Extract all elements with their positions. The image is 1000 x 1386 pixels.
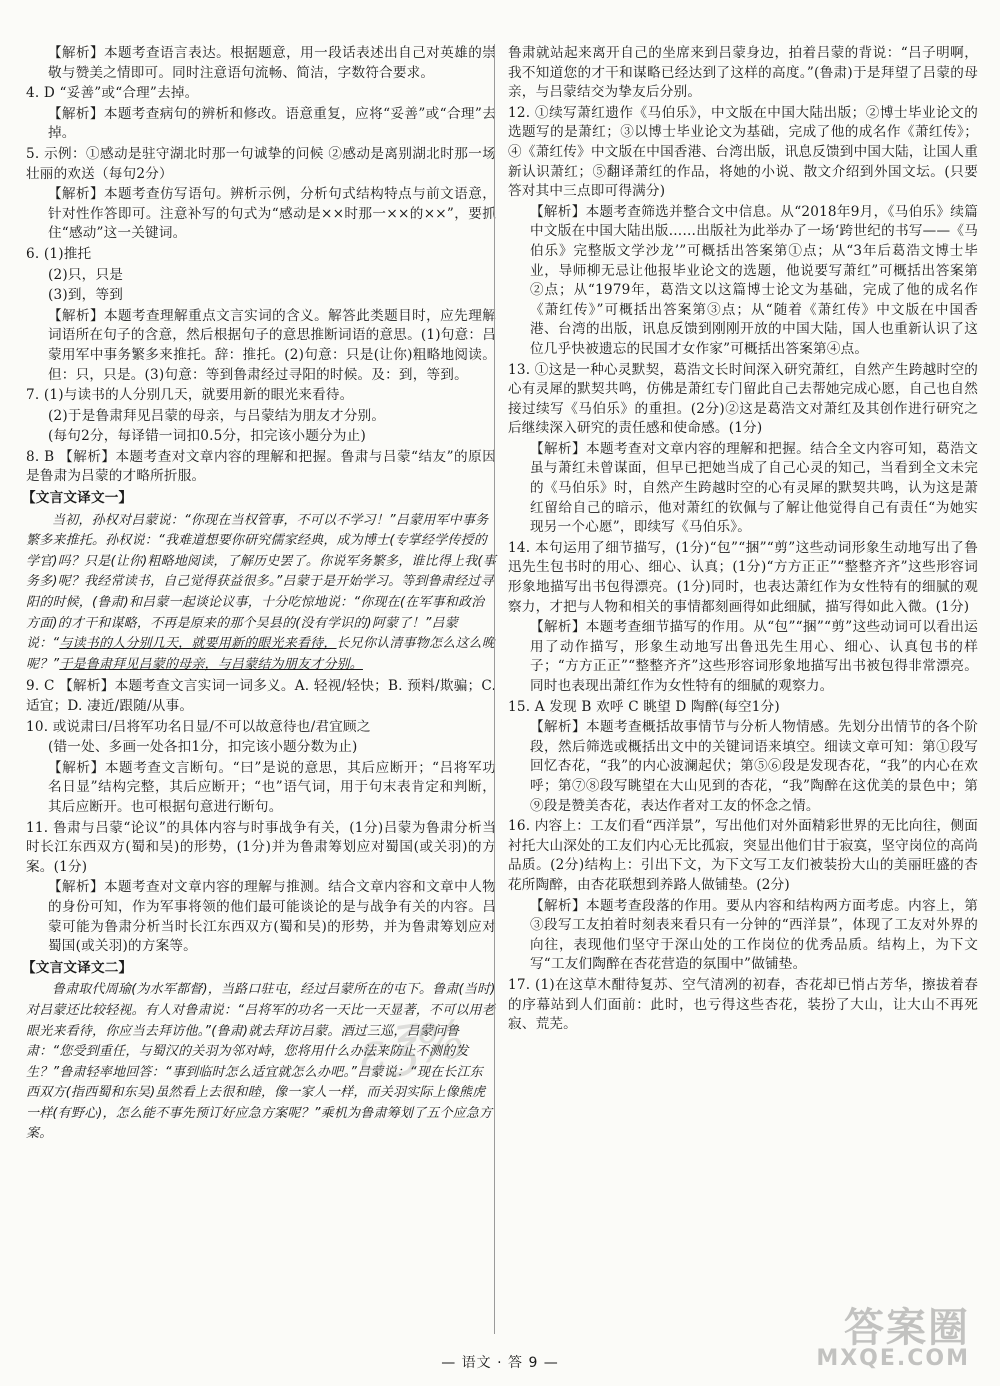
left2-paragraph: 10. 或说肃曰/吕将军功名日显/不可以故意待也/君宜顾之 <box>26 718 371 735</box>
section-heading-translation-1: 【文言文译文一】 <box>22 490 133 507</box>
left2-paragraph: 9. C 【解析】本题考查文言实词一词多义。A. 轻视/轻快；B. 预料/欺骗；C. 适宜；D. 凄近/跟随/从事。 <box>26 678 496 714</box>
watermark-site-logo: 答案圈 MXQE.COM <box>816 1305 970 1371</box>
left2-paragraph: (错一处、多画一处各扣1分，扣完该小题分数为止) <box>48 739 358 756</box>
left2-paragraph: 【解析】本题考查对文章内容的理解与推测。结合文章内容和文章中人物的身份可知，作为军事将领的他们最可能谈论的是与战争有关的内容。吕蒙可能为鲁肃分析当时长江东西双方(蜀和吴)的形势，并为鲁肃筹划应对蜀国(或关羽)的方案等。 <box>48 879 496 955</box>
right-column <box>508 44 978 1036</box>
right-paragraph: 13. ①这是一种心灵默契，葛浩文长时间深入研究萧红，自然产生跨越时空的心有灵犀的默契共鸣，仿佛是萧红专门留此自己去帮她完成心愿，自己也自然接过续写《马伯乐》的重担。(2分)②这是葛浩文对萧红及其创作进行研究之后继续深入研究的责任感和使命感。(1分) <box>508 361 978 437</box>
right-paragraph: 17. (1)在这草木酣待复苏、空气清冽的初春，杏花却已悄占芳华，擦拔着春的序幕站到人们面前：此时，也亏得这些杏花，装扮了大山，让大山不再死寂、荒芜。 <box>508 976 978 1033</box>
left-paragraph: 5. 示例：①感动是驻守湖北时那一句诚挚的问候 ②感动是离别湖北时那一场壮丽的欢送（每句2分） <box>26 145 496 182</box>
left-paragraph: (2)只，只是 <box>48 266 124 283</box>
right-paragraph: 16. 内容上：工友们看“西洋景”，写出他们对外面精彩世界的无比向往，侧面衬托大山深处的工友们内心无比孤寂，突显出他们甘于寂寞，坚守岗位的高尚品质。(2分)结构上：引出下文，为下文写工友们被装扮大山的美丽旺盛的杏花所陶醉，由杏花联想到养路人做铺垫。(2分) <box>508 818 978 893</box>
right-paragraph: 【解析】本题考查对文章内容的理解和把握。结合全文内容可知，葛浩文虽与萧红未曾谋面，但早已把她当成了自己心灵的知己，当看到全文未完的《马伯乐》时，自然产生跨越时空的心有灵犀的默契共鸣，认为这是萧红留给自己的暗示，他对萧红的钦佩与了解让他觉得自己有责任“为她实现另一个心愿”，即续写《马伯乐》。 <box>530 440 978 536</box>
section-heading-translation-2: 【文言文译文二】 <box>22 959 133 976</box>
right-paragraph: 12. ①续写萧红遗作《马伯乐》，中文版在中国大陆出版；②博士毕业论文的选题写的是萧红；③以博士毕业论文为基础，完成了他的成名作《萧红传》；④《萧红传》中文版在中国香港、台湾出版，讯息反馈到中国大陆，让国人重新认识萧红；⑤翻译萧红的作品，将她的小说、散文介绍到外国文坛。(只要答对其中三点即可得满分) <box>508 104 978 200</box>
left-paragraph: 【解析】本题考查病句的辨析和修改。语意重复，应将“妥善”或“合理”去掉。 <box>48 105 496 142</box>
left-paragraph: 【解析】本题考查理解重点文言实词的含义。解答此类题目时，应先理解词语所在句子的含意，然后根据句子的意思推断词语的意思。(1)句意：吕蒙用军中事务繁多来推托。辞：推托。(2)句意：只是(让你)粗略地阅读。但：只，只是。(3)句意：等到鲁肃经过寻阳的时候。及：到，等到。 <box>48 307 496 383</box>
left-paragraph: 【解析】本题考查仿写语句。辨析示例，分析句式结构特点与前文语意，针对性作答即可。注意补写的句式为“感动是××时那一××的××”，要抓住“感动”这一关键词。 <box>48 186 496 242</box>
left-paragraph: (3)到，等到 <box>48 287 124 304</box>
page-footer: — 语文 · 答 9 — <box>441 1355 559 1371</box>
right-paragraph: 【解析】本题考查概括故事情节与分析人物情感。先划分出情节的各个阶段，然后筛选或概括出文中的关键词语来填空。细读文章可知：第①段写回忆杏花，“我”的内心波澜起伏；第⑤⑥段是发现杏花，“我”的内心在欢呼；第⑦⑧段写眺望在大山见到的杏花，“我”陶醉在这优美的景色中；第⑨段是赞美杏花，表达作者对工友的怀念之情。 <box>530 719 978 814</box>
right-paragraph: 14. 本句运用了细节描写，(1分)“包”“捆”“剪”这些动词形象生动地写出了鲁迅先生包书时的用心、细心、认真；(1分)“方方正正”“整整齐齐”这些形容词形象地描写出书包得漂亮。(1分)同时，也表达萧红作为女性特有的细腻的观察力，才把与人物和相关的事情都刻画得如此细腻，描写得如此入微。(1分) <box>508 539 978 615</box>
left-paragraph: (2)于是鲁肃拜见吕蒙的母亲，与吕蒙结为朋友才分别。 <box>48 407 386 424</box>
column-divider <box>494 44 495 1334</box>
watermark-logo: ε℥% <box>354 1009 470 1084</box>
left-paragraph: (每句2分，每译错一词扣0.5分，扣完该小题分为止) <box>48 428 366 445</box>
left-column <box>22 44 496 1147</box>
right-paragraph: 鲁肃就站起来离开自己的坐席来到吕蒙身边，拍着吕蒙的背说：“吕子明啊，我不知道您的才干和谋略已经达到了这样的高度。”(鲁肃)于是拜望了吕蒙的母亲，与吕蒙结交为挚友后分别。 <box>508 45 978 101</box>
right-paragraph: 【解析】本题考查细节描写的作用。从“包”“捆”“剪”这些动词可以看出运用了动作描写，形象生动地写出鲁迅先生用心、细心、认真包书的样子；“方方正正”“整整齐齐”这些形容词形象地描写出书被包得非常漂亮。同时也表现出萧红作为女性特有的细腻的观察力。 <box>530 619 978 694</box>
left-paragraph: 7. (1)与读书的人分别几天，就要用新的眼光来看待。 <box>26 387 354 404</box>
right-paragraph: 15. A 发现 B 欢呼 C 眺望 D 陶醉(每空1分) <box>508 698 780 715</box>
left-paragraph: 4. D “妥善”或“合理”去掉。 <box>26 85 199 102</box>
left-paragraph: 6. (1)推托 <box>26 245 92 262</box>
translation-2: 鲁肃取代周瑜(为水军都督)，当路口驻屯，经过吕蒙所在的屯下。鲁肃(当时)对吕蒙还比较轻视。有人对鲁肃说：“吕将军的功名一天比一天显著，不可以用老眼光来看待，你应当去拜访他。”(鲁肃)就去拜访吕蒙。酒过三巡，吕蒙问鲁肃：“您受到重任，与蜀汉的关羽为邻对峙，您将用什么办法来防止不测的发生？”鲁肃轻率地回答：“事到临时怎么适宜就怎么办吧。”吕蒙说：“现在长江东西双方(指西蜀和东吴)虽然看上去很和睦，像一家人一样，而关羽实际上像熊虎一样(有野心)，怎么能不事先预订好应急方案呢？”乘机为鲁肃筹划了五个应急方案。 <box>26 982 496 1142</box>
left-paragraph: 【解析】本题考查语言表达。根据题意，用一段话表述出自己对英雄的崇敬与赞美之情即可。同时注意语句流畅、简洁，字数符合要求。 <box>48 45 496 81</box>
left-paragraph: 8. B 【解析】本题考查对文章内容的理解和把握。鲁肃与吕蒙“结友”的原因是鲁肃为吕蒙的才略所折服。 <box>26 448 496 485</box>
left2-paragraph: 11. 鲁肃与吕蒙“论议”的具体内容与时事战争有关，(1分)吕蒙为鲁肃分析当时长江东西双方(蜀和吴)的形势，(1分)并为鲁肃筹划应对蜀国(或关羽)的方案。(1分) <box>26 819 496 875</box>
translation-1: 当初，孙权对吕蒙说：“你现在当权管事，不可以不学习！”吕蒙用军中事务繁多来推托。孙权说：“我难道想要你研究儒家经典，成为博士(专掌经学传授的学官)吗？只是(让你)粗略地阅读，了解历史罢了。你说军务繁多，谁比得上我(事务多)呢？我经常读书，自己觉得获益很多。”吕蒙于是开始学习。等到鲁肃经过寻阳的时候，(鲁肃)和吕蒙一起谈论议事，十分吃惊地说：“你现在(在军事和政治方面)的才干和谋略，不再是原来的那个吴县的(没有学识的)阿蒙了！”吕蒙说：“与读书的人分别几天，就要用新的眼光来看待，长兄你认清事物怎么这么晚呢？”于是鲁肃拜见吕蒙的母亲，与吕蒙结为朋友才分别。 <box>26 512 496 672</box>
right-paragraph: 【解析】本题考查段落的作用。要从内容和结构两方面考虑。内容上，第③段写工友拍着时刻表来看只有一分钟的“西洋景”，体现了工友对外界的向往，表现他们坚守于深山处的工作岗位的优秀品质。结构上，为下文写“工友们陶醉在杏花营造的氛围中”做铺垫。 <box>530 897 978 973</box>
left2-paragraph: 【解析】本题考查文言断句。“曰”是说的意思，其后应断开；“吕将军功名日显”结构完整，其后应断开；“也”语气词，用于句末表肯定和判断，其后应断开。也可根据句意进行断句。 <box>48 759 496 815</box>
right-paragraph: 【解析】本题考查筛选并整合文中信息。从“2018年9月，《马伯乐》续篇中文版在中国大陆出版……出版社为此举办了一场‘跨世纪的书写——《马伯乐》完整版文学沙龙’”可概括出答案第①点；从“3年后葛浩文博士毕业，导师柳无忌让他报毕业论文的选题，他说要写萧红”可概括出答案第②点；从“1979年，葛浩文以这篇博士论文为基础，完成了他的成名作《萧红传》”可概括出答案第③点；从“随着《萧红传》中文版在中国香港、台湾的出版，讯息反馈到刚刚开放的中国大陆，国人也重新认识了这位几乎快被遗忘的民国才女作家”可概括出答案第④点。 <box>530 203 978 357</box>
